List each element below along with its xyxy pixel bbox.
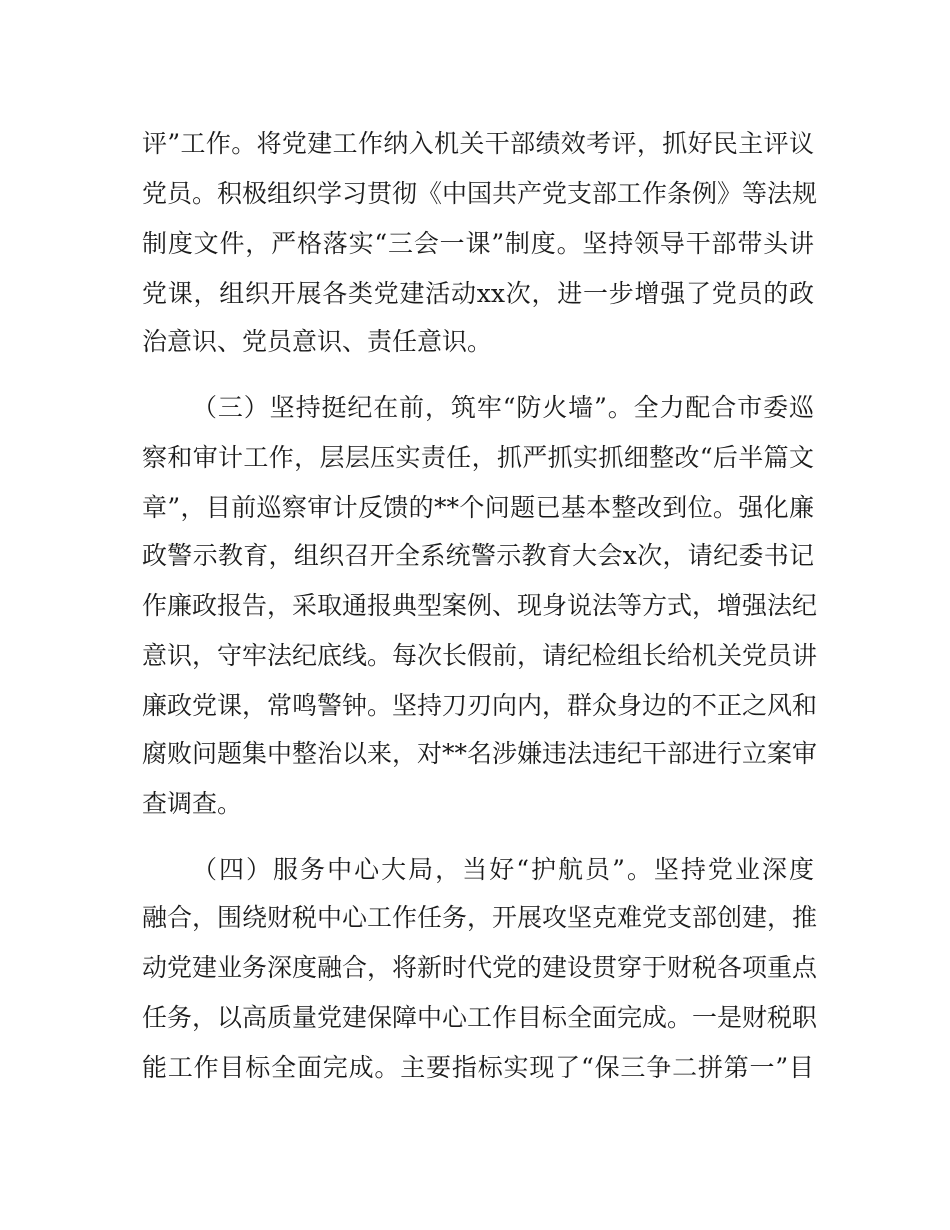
paragraph-2-line-9: 查调查。: [142, 789, 243, 818]
paragraph-2-line-1: （三）坚持挺纪在前，筑牢“防火墙”。全力配合市委巡: [192, 393, 814, 422]
paragraph-3-line-3: 动党建业务深度融合，将新时代党的建设贯穿于财税各项重点: [142, 953, 818, 982]
paragraph-1-line-2: 党员。积极组织学习贯彻《中国共产党支部工作条例》等法规: [142, 179, 818, 208]
paragraph-2-line-3: 章”，目前巡察审计反馈的**个问题已基本整改到位。强化廉: [142, 493, 814, 522]
paragraph-1-line-4: 党课，组织开展各类党建活动xx次，进一步增强了党员的政: [142, 279, 814, 308]
paragraph-3-line-1: （四）服务中心大局，当好“护航员”。坚持党业深度: [192, 855, 814, 884]
paragraph-2-line-2: 察和审计工作，层层压实责任，抓严抓实抓细整改“后半篇文: [142, 443, 814, 472]
paragraph-3-line-2: 融合，围绕财税中心工作任务，开展攻坚克难党支部创建，推: [142, 903, 818, 932]
paragraph-1-line-3: 制度文件，严格落实“三会一课”制度。坚持领导干部带头讲: [142, 229, 814, 258]
paragraph-1-line-1: 评”工作。将党建工作纳入机关干部绩效考评，抓好民主评议: [142, 129, 814, 158]
paragraph-1-line-5: 治意识、党员意识、责任意识。: [142, 327, 493, 356]
paragraph-2-line-8: 腐败问题集中整治以来，对**名涉嫌违法违纪干部进行立案审: [142, 739, 818, 768]
paragraph-2-line-7: 廉政党课，常鸣警钟。坚持刀刃向内，群众身边的不正之风和: [142, 691, 818, 720]
paragraph-3-line-5: 能工作目标全面完成。主要指标实现了“保三争二拼第一”目: [142, 1053, 814, 1082]
paragraph-2-line-5: 作廉政报告，采取通报典型案例、现身说法等方式，增强法纪: [142, 591, 818, 620]
paragraph-2-line-4: 政警示教育，组织召开全系统警示教育大会x次，请纪委书记: [142, 541, 814, 570]
paragraph-2-line-6: 意识，守牢法纪底线。每次长假前，请纪检组长给机关党员讲: [142, 641, 818, 670]
paragraph-3-line-4: 任务，以高质量党建保障中心工作目标全面完成。一是财税职: [142, 1003, 818, 1032]
